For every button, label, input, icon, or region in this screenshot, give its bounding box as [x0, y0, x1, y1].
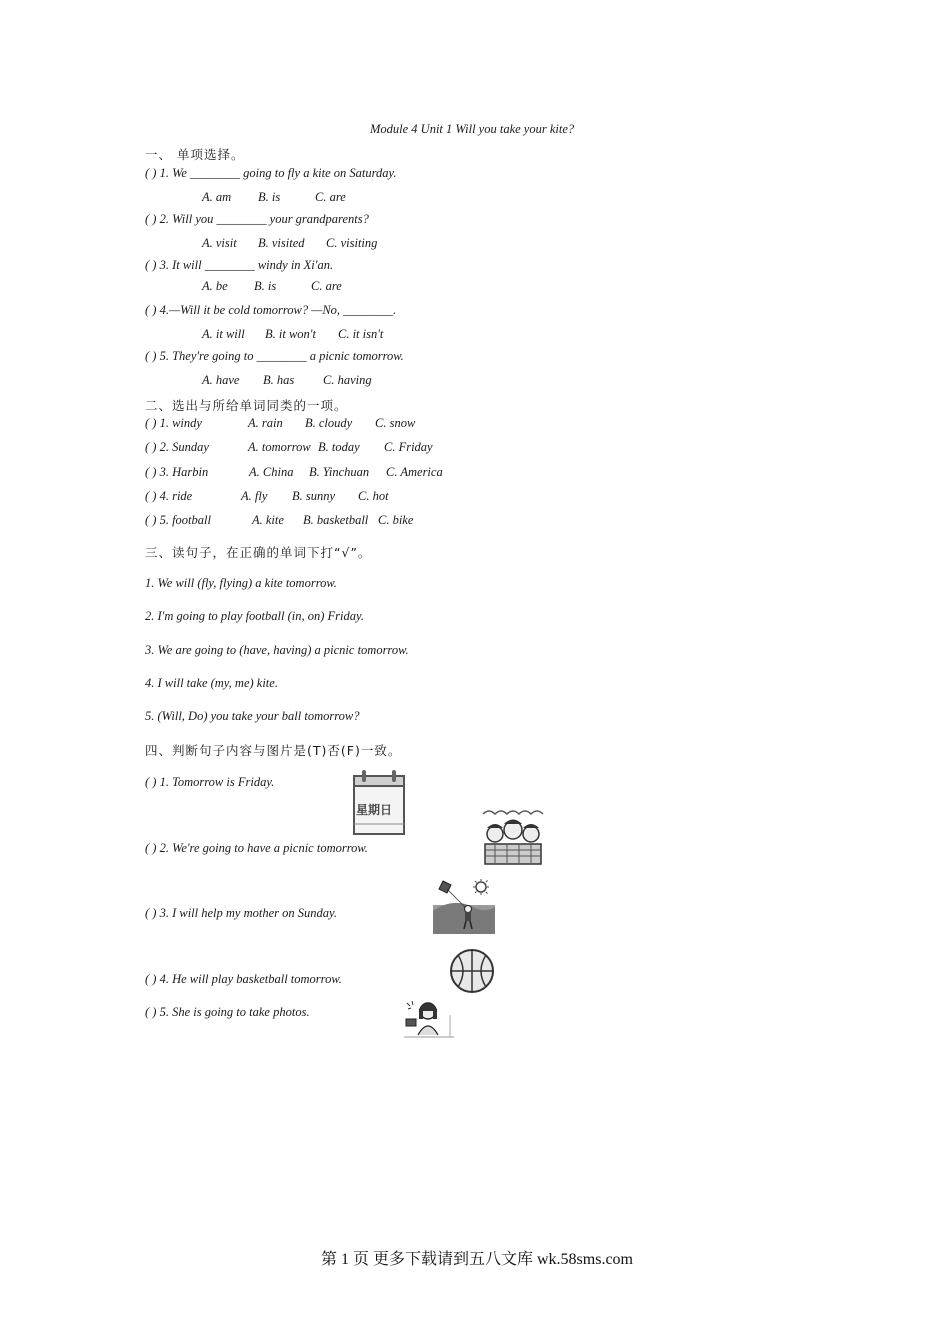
s2-q2: ( ) 2. Sunday: [145, 440, 209, 454]
picnic-picture: [481, 806, 545, 872]
s3-item-1: 1. We will (fly, flying) a kite tomorrow.: [145, 576, 337, 590]
s1-q1: ( ) 1. We ________ going to fly a kite on Saturday.: [145, 166, 397, 180]
s1-q4-a: A. it will: [202, 327, 245, 341]
basketball-picture: [448, 947, 496, 999]
s4-item-5: ( ) 5. She is going to take photos.: [145, 1005, 310, 1019]
s2-q4-c: C. hot: [358, 489, 389, 503]
s1-q2-a: A. visit: [202, 236, 237, 250]
s1-q4-c: C. it isn't: [338, 327, 384, 341]
s3-item-4: 4. I will take (my, me) kite.: [145, 676, 278, 690]
s1-q1-a: A. am: [202, 190, 232, 204]
s2-q2-a: A. tomorrow: [248, 440, 311, 454]
s2-q3-c: C. America: [386, 465, 443, 479]
s2-q5-c: C. bike: [378, 513, 414, 527]
s1-q5-c: C. having: [323, 373, 372, 387]
calendar-label: 星期日: [356, 803, 393, 817]
s1-q1-b: B. is: [258, 190, 281, 204]
kite-picture: [433, 879, 495, 938]
calendar-picture: [352, 768, 406, 836]
s2-q1-a: A. rain: [248, 416, 283, 430]
section3-heading: 三、读句子，在正确的单词下打“√”。: [145, 545, 372, 560]
s1-q5: ( ) 5. They're going to ________ a picnic tomorrow.: [145, 349, 404, 363]
s1-q2: ( ) 2. Will you ________ your grandparents?: [145, 212, 369, 226]
s3-item-5: 5. (Will, Do) you take your ball tomorrow?: [145, 709, 360, 723]
s2-q2-c: C. Friday: [384, 440, 433, 454]
s2-q5-a: A. kite: [252, 513, 284, 527]
s2-q1-b: B. cloudy: [305, 416, 353, 430]
s1-q1-c: C. are: [315, 190, 346, 204]
s4-item-1: ( ) 1. Tomorrow is Friday.: [145, 775, 275, 789]
s1-q4: ( ) 4.—Will it be cold tomorrow? —No, ________.: [145, 303, 397, 317]
s2-q4-b: B. sunny: [292, 489, 336, 503]
s1-q3: ( ) 3. It will ________ windy in Xi'an.: [145, 258, 334, 272]
s2-q5: ( ) 5. football: [145, 513, 211, 527]
s2-q1: ( ) 1. windy: [145, 416, 202, 430]
s1-q3-b: B. is: [254, 279, 277, 293]
s1-q4-b: B. it won't: [265, 327, 316, 341]
section2-heading: 二、选出与所给单词同类的一项。: [145, 398, 348, 413]
s3-item-2: 2. I'm going to play football (in, on) Friday.: [145, 609, 364, 623]
s1-q3-a: A. be: [202, 279, 228, 293]
s2-q5-b: B. basketball: [303, 513, 369, 527]
s3-item-3: 3. We are going to (have, having) a picnic tomorrow.: [145, 643, 409, 657]
section1-heading: 一、 单项选择。: [145, 147, 245, 162]
s1-q3-c: C. are: [311, 279, 342, 293]
s2-q4-a: A. fly: [241, 489, 268, 503]
girl-picture: [404, 997, 456, 1045]
s4-item-2: ( ) 2. We're going to have a picnic tomorrow.: [145, 841, 368, 855]
s1-q2-c: C. visiting: [326, 236, 378, 250]
s2-q2-b: B. today: [318, 440, 360, 454]
s4-item-3: ( ) 3. I will help my mother on Sunday.: [145, 906, 337, 920]
s2-q3: ( ) 3. Harbin: [145, 465, 209, 479]
page-footer: 第 1 页 更多下载请到五八文库 wk.58sms.com: [321, 1251, 634, 1268]
s2-q1-c: C. snow: [375, 416, 416, 430]
s2-q3-a: A. China: [249, 465, 294, 479]
s4-item-4: ( ) 4. He will play basketball tomorrow.: [145, 972, 342, 986]
s1-q5-b: B. has: [263, 373, 295, 387]
section4-heading: 四、判断句子内容与图片是(T)否(F)一致。: [145, 743, 402, 758]
s1-q5-a: A. have: [202, 373, 240, 387]
s2-q4: ( ) 4. ride: [145, 489, 193, 503]
s1-q2-b: B. visited: [258, 236, 305, 250]
page-title: Module 4 Unit 1 Will you take your kite?: [370, 122, 575, 136]
s2-q3-b: B. Yinchuan: [309, 465, 370, 479]
